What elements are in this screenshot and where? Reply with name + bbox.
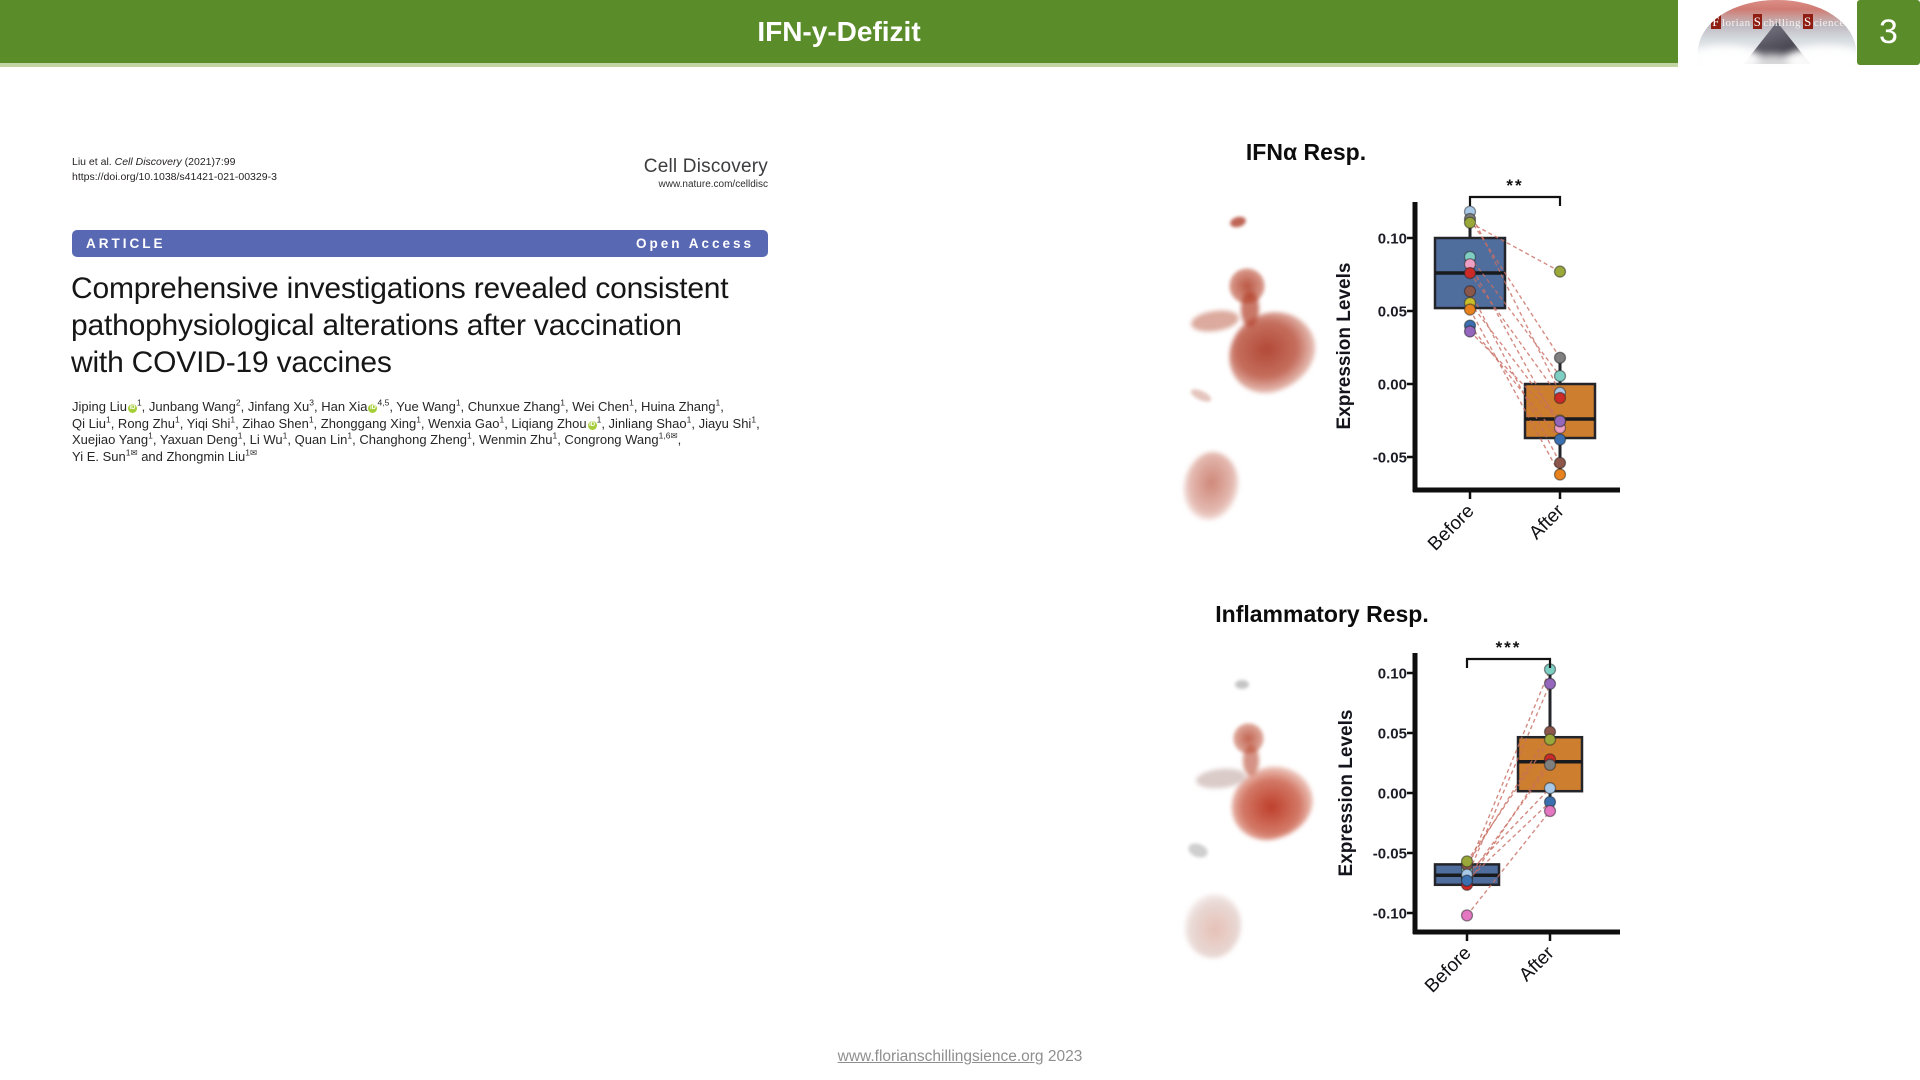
author-affiliation: 4,5 (377, 397, 390, 408)
logo-initial: F (1712, 14, 1720, 29)
author-affiliation: 1 (467, 430, 472, 441)
y-tick-label: -0.10 (1372, 905, 1407, 923)
x-category-label: Before (1421, 942, 1476, 998)
data-point-after (1545, 783, 1556, 794)
significance-bracket (1470, 197, 1560, 206)
brand-logo (1698, 0, 1856, 66)
author-affiliation: 1 (237, 430, 243, 441)
y-axis-label: Expression Levels (1336, 709, 1357, 877)
author-affiliation: 1,6✉ (658, 430, 678, 441)
author-affiliation: 1 (552, 430, 558, 441)
author-affiliation: 1 (416, 414, 421, 425)
orcid-icon: iD (129, 405, 136, 411)
citation-authors: Liu et al. (72, 156, 115, 168)
data-point-after (1555, 393, 1566, 404)
y-tick-label: 0.05 (1377, 303, 1407, 321)
y-tick-label: -0.05 (1372, 449, 1407, 467)
author-affiliation: 3 (309, 397, 314, 408)
y-axis-label: Expression Levels (1334, 262, 1355, 430)
data-point-after (1555, 416, 1566, 427)
author-affiliation: 1 (308, 414, 314, 425)
y-tick-label: -0.05 (1372, 845, 1407, 863)
author-affiliation: 1 (148, 430, 153, 441)
author-affiliation: 2 (235, 397, 241, 408)
data-point-after (1545, 759, 1556, 770)
author-line: Yi E. Sun$^{1✉}$ and Zhongmin Liu$^{1✉}$ (72, 447, 258, 464)
data-point-before (1465, 217, 1476, 228)
author-line: Jiping Liu $iD^1$, Junbang Wang$^2$, Jinfang Xu$^3$, Han Xia iD$^{4,5}$, Yue Wang$^1$, Chunxue Zhang$^1$, Wei Chen$^1$, Huina Zhang$^1$, (72, 397, 724, 414)
author-affiliation: 1 (751, 414, 757, 425)
significance-stars: *** (1495, 638, 1522, 657)
author-affiliation: 1 (686, 414, 692, 425)
author-affiliation: 1 (230, 414, 236, 425)
data-point-after (1555, 370, 1566, 381)
journal-url: www.nature.com/celldisc (658, 179, 768, 190)
author-affiliation: 1 (596, 414, 602, 425)
pair-connector (1467, 732, 1550, 865)
author-affiliation: 1 (105, 414, 111, 425)
chart-title: IFNα Resp. (1245, 139, 1367, 165)
orcid-icon: iD (589, 421, 596, 428)
y-tick-label: 0.10 (1377, 230, 1407, 248)
logo-initial: S (1803, 14, 1812, 29)
citation-line (72, 155, 277, 170)
author-affiliation: 1 (560, 397, 566, 408)
slide-title: IFN-y-Defizit (757, 16, 921, 47)
data-point-before (1465, 268, 1476, 279)
data-point-after (1555, 266, 1566, 277)
author-line: Xuejiao Yang$^1$, Yaxuan Deng$^1$, Li Wu$^1$, Quan Lin$^1$, Changhong Zheng$^1$, Wenmin Zhu$^1$, Congrong Wang$^{1,6✉}$, (72, 430, 682, 447)
data-point-after (1555, 469, 1566, 480)
author-affiliation: 1 (499, 414, 505, 425)
paper-citation (72, 155, 277, 185)
footer (0, 1048, 1920, 1066)
open-access-label: Open Access (635, 236, 754, 251)
data-point-before (1465, 326, 1476, 337)
y-tick-label: 0.00 (1377, 376, 1407, 394)
data-point-after (1545, 734, 1556, 745)
paper-title-line: pathophysiological alterations after vaccination (71, 309, 682, 342)
y-tick-label: 0.05 (1377, 725, 1407, 743)
y-tick-label: 0.00 (1377, 785, 1407, 803)
footer-link[interactable]: www.florianschillingsience.org (837, 1048, 1044, 1065)
author-list (72, 399, 802, 465)
x-category-label: After (1515, 942, 1559, 986)
author-affiliation: 1✉ (245, 447, 258, 458)
page-number: 3 (1857, 0, 1920, 65)
x-category-label: After (1525, 500, 1569, 544)
paper-doi: https://doi.org/10.1038/s41421-021-00329-3 (72, 171, 277, 183)
author-affiliation: 1 (136, 397, 142, 408)
data-point-after (1555, 457, 1566, 468)
y-tick-label: 0.10 (1377, 665, 1407, 683)
author-affiliation: 1 (629, 397, 634, 408)
journal-brand (468, 156, 768, 190)
header-bar (0, 0, 1678, 67)
data-point-before (1462, 875, 1473, 886)
data-point-after (1555, 434, 1566, 445)
paper-title-line: with COVID-19 vaccines (71, 346, 392, 379)
significance-bracket (1467, 659, 1550, 668)
data-point-before (1465, 286, 1476, 297)
orcid-icon: iD (369, 405, 376, 411)
author-affiliation: 1 (175, 414, 180, 425)
logo-initial: S (1753, 14, 1762, 29)
ifna-boxplot-chart (1150, 120, 1690, 600)
paper-title-line: Comprehensive investigations revealed consistent (71, 272, 729, 305)
journal-name: Cell Discovery (643, 156, 768, 177)
article-label: ARTICLE (86, 236, 166, 251)
significance-stars: ** (1506, 176, 1524, 195)
inflammatory-boxplot-chart (1150, 575, 1690, 1080)
data-point-before (1462, 910, 1473, 921)
chart-title: Inflammatory Resp. (1215, 601, 1429, 627)
data-point-before (1462, 856, 1473, 867)
logo-word: lorian (1721, 17, 1751, 29)
logo-word: chilling (1763, 17, 1801, 29)
author-affiliation: 1 (282, 430, 288, 441)
author-affiliation: 1✉ (125, 447, 138, 458)
brand-logo-text (1698, 14, 1856, 30)
data-point-before (1465, 304, 1476, 315)
author-affiliation: 1 (715, 397, 721, 408)
citation-volume: (2021)7:99 (181, 156, 236, 168)
data-point-after (1555, 352, 1566, 363)
article-type-bar (72, 230, 768, 257)
author-line: Qi Liu$^1$, Rong Zhu$^1$, Yiqi Shi$^1$, Zihao Shen$^1$, Zhonggang Xing$^1$, Wenxia Gao$^1$, Liqiang Zhou $iD^1$, Jinliang Shao$^1$, Jiayu Shi$^1$, (72, 414, 760, 431)
author-affiliation: 1 (347, 430, 353, 441)
citation-journal: Cell Discovery (114, 156, 182, 168)
data-point-after (1545, 806, 1556, 817)
author-affiliation: 1 (455, 397, 461, 408)
paper-title (71, 270, 728, 381)
x-category-label: Before (1424, 500, 1479, 556)
data-point-after (1545, 678, 1556, 689)
footer-year: 2023 (1043, 1048, 1083, 1065)
logo-word: cience (1813, 17, 1845, 29)
